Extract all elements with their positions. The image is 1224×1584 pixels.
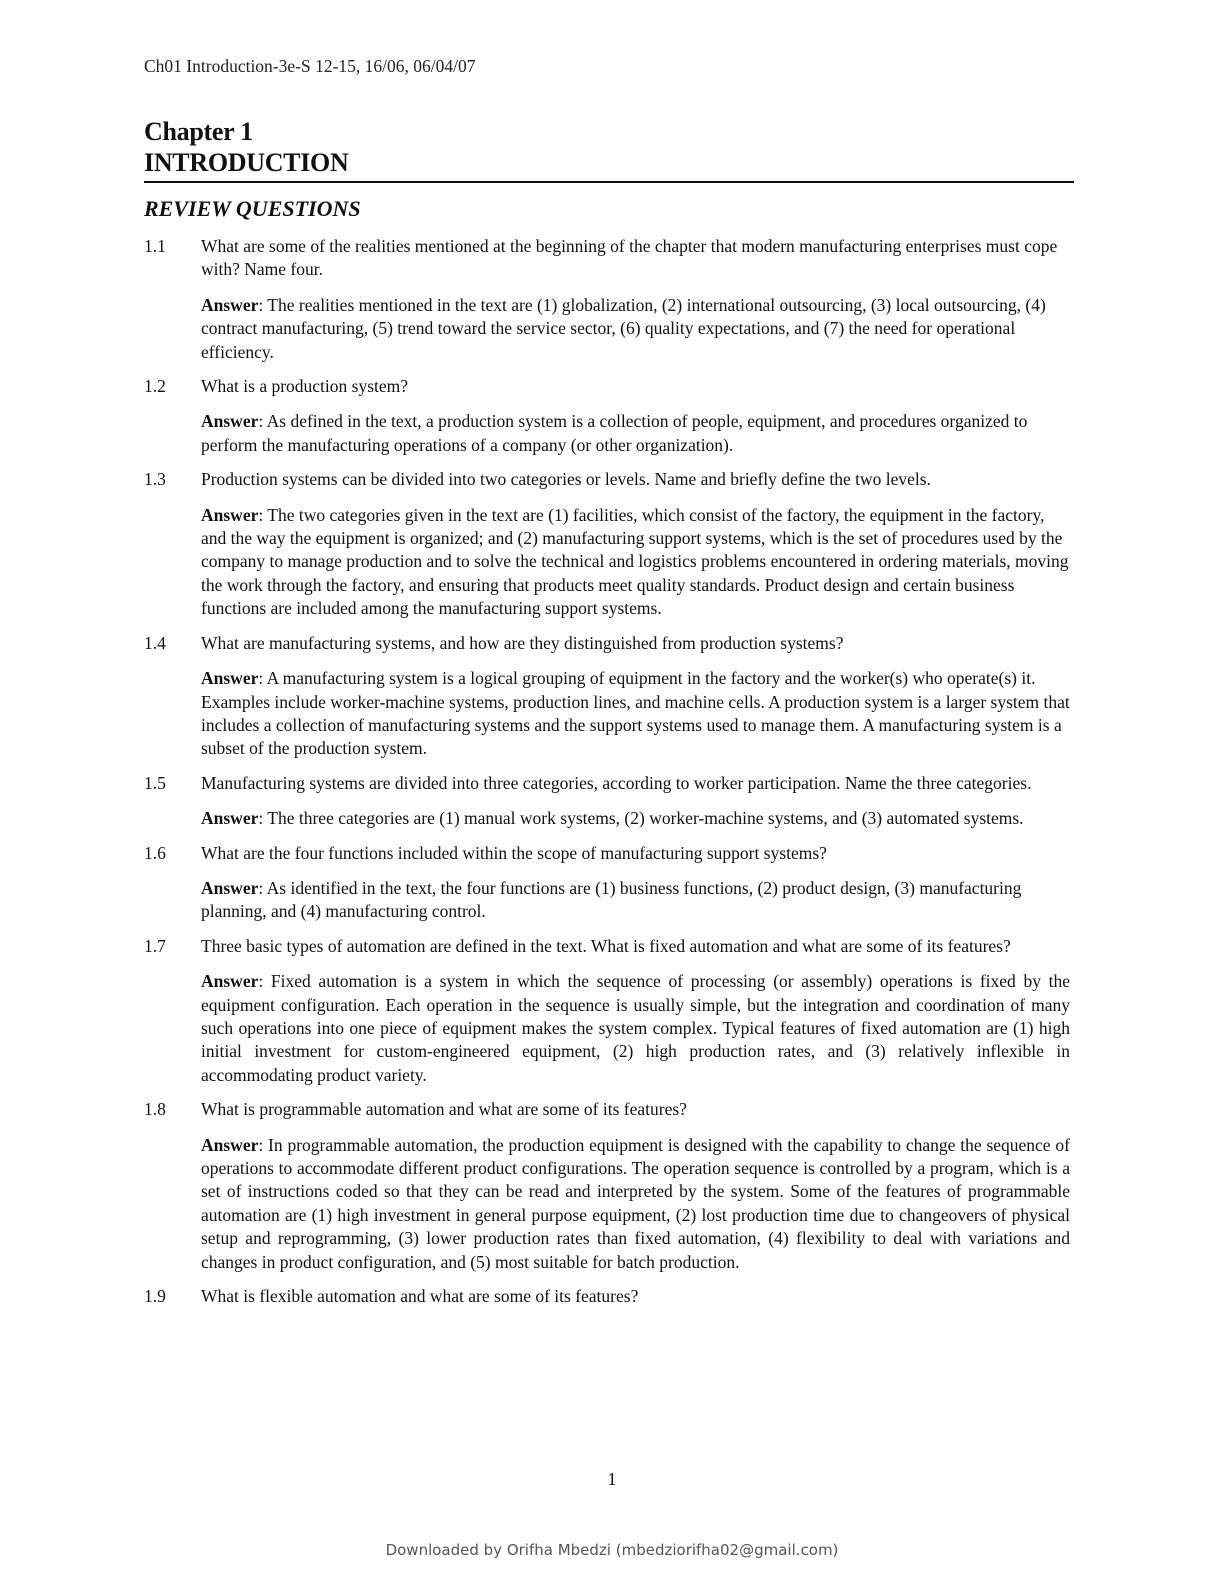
question-item [144, 468, 1070, 620]
review-questions-list [144, 235, 1070, 1320]
answer-label: Answer [201, 971, 259, 992]
question [144, 632, 1070, 655]
question [144, 375, 1070, 398]
question-text: What are the four functions included within the scope of manufacturing support systems? [201, 842, 827, 863]
question-text: What are manufacturing systems, and how are they distinguished from production systems? [201, 632, 844, 653]
question-number: 1.5 [144, 772, 166, 793]
question-text: What are some of the realities mentioned at the beginning of the chapter that modern manufacturing enterprises must cope with? Name four. [201, 236, 1058, 280]
answer-label: Answer [201, 1134, 259, 1155]
answer [201, 877, 1070, 924]
chapter-title: INTRODUCTION [144, 148, 349, 177]
question-text: Manufacturing systems are divided into three categories, according to worker participation. Name the three categories. [201, 772, 1032, 793]
question-text: What is programmable automation and what are some of its features? [201, 1099, 687, 1120]
answer [201, 667, 1070, 761]
question [144, 935, 1070, 958]
section-title: REVIEW QUESTIONS [144, 196, 361, 221]
question-text: What is a production system? [201, 376, 409, 397]
answer [201, 504, 1070, 621]
question-item [144, 935, 1070, 1087]
answer-text: : The two categories given in the text are (1) facilities, which consist of the factory, the equipment in the factory, and the way the equipment is organized; and (2) manufacturing support systems, which is the set of procedures used by the company to manage production and to solve the technical and logistics problems encountered in ordering materials, moving the work through the factory, and ensuring that products meet quality standards. Product design and certain business functions are included among the manufacturing support systems. [201, 504, 1069, 619]
running-header: Ch01 Introduction-3e-S 12-15, 16/06, 06/04/07 [144, 56, 476, 76]
question-number: 1.6 [144, 842, 166, 863]
question [144, 235, 1070, 282]
answer-label: Answer [201, 411, 259, 432]
question-item [144, 375, 1070, 457]
question-number: 1.9 [144, 1286, 166, 1307]
answer-label: Answer [201, 668, 259, 689]
answer-text: : A manufacturing system is a logical grouping of equipment in the factory and the worker(s) who operate(s) it. Examples include worker-machine systems, production lines, and machine cells. A production system is a larger system that includes a collection of manufacturing systems and the support systems used to manage them. A manufacturing system is a subset of the production system. [201, 668, 1070, 759]
answer-label: Answer [201, 504, 259, 525]
question-number: 1.3 [144, 469, 166, 490]
question-number: 1.4 [144, 632, 166, 653]
question-item [144, 772, 1070, 831]
answer-label: Answer [201, 294, 259, 315]
download-note: Downloaded by Orifha Mbedzi (mbedziorifha02@gmail.com) [385, 1541, 839, 1559]
answer-text: : The three categories are (1) manual work systems, (2) worker-machine systems, and (3) automated systems. [258, 808, 1024, 829]
question-item [144, 1285, 1070, 1308]
question [144, 468, 1070, 491]
question-number: 1.2 [144, 376, 166, 397]
chapter-heading [144, 116, 348, 178]
answer-label: Answer [201, 808, 259, 829]
answer-text: : As defined in the text, a production system is a collection of people, equipment, and procedures organized to perform the manufacturing operations of a company (or other organization). [201, 411, 1028, 455]
question [144, 1285, 1070, 1308]
question-item [144, 1098, 1070, 1274]
answer [201, 410, 1070, 457]
question [144, 772, 1070, 795]
question-item [144, 842, 1070, 924]
answer-text: : As identified in the text, the four functions are (1) business functions, (2) product design, (3) manufacturing planning, and (4) manufacturing control. [201, 877, 1022, 922]
question [144, 1098, 1070, 1121]
answer-label: Answer [201, 877, 259, 898]
answer [201, 294, 1070, 364]
question-number: 1.7 [144, 935, 166, 956]
answer [201, 970, 1070, 1087]
question-item [144, 235, 1070, 364]
question-text: What is flexible automation and what are some of its features? [201, 1286, 639, 1307]
question [144, 842, 1070, 865]
question-item [144, 632, 1070, 761]
question-number: 1.8 [144, 1099, 166, 1120]
question-text: Three basic types of automation are defined in the text. What is fixed automation and what are some of its features? [201, 935, 1011, 956]
answer-text: : The realities mentioned in the text are (1) globalization, (2) international outsourcing, (3) local outsourcing, (4) contract manufacturing, (5) trend toward the service sector, (6) quality expectations, and (7) the need for operational efficiency. [201, 294, 1046, 362]
answer-text: : Fixed automation is a system in which the sequence of processing (or assembly) operations is fixed by the equipment configuration. Each operation in the sequence is usually simple, but the integration and coordination of many such operations into one piece of equipment makes the system complex. Typical features of fixed automation are (1) high initial investment for custom-engineered equipment, (2) high production rates, and (3) relatively inflexible in accommodating product variety. [201, 971, 1070, 1085]
title-divider [144, 181, 1074, 183]
page-number: 1 [607, 1469, 617, 1489]
answer [201, 1134, 1070, 1274]
answer [201, 807, 1070, 830]
question-number: 1.1 [144, 236, 166, 256]
answer-text: : In programmable automation, the production equipment is designed with the capability to change the sequence of operations to accommodate different product configurations. The operation sequence is controlled by a program, which is a set of instructions coded so that they can be read and interpreted by the system. Some of the features of programmable automation are (1) high investment in general purpose equipment, (2) lost production time due to changeovers of physical setup and reprogramming, (3) lower production rates than fixed automation, (4) flexibility to deal with variations and changes in product configuration, and (5) most suitable for batch production. [201, 1134, 1070, 1272]
chapter-label: Chapter 1 [144, 117, 253, 146]
question-text: Production systems can be divided into two categories or levels. Name and briefly define the two levels. [201, 469, 931, 490]
